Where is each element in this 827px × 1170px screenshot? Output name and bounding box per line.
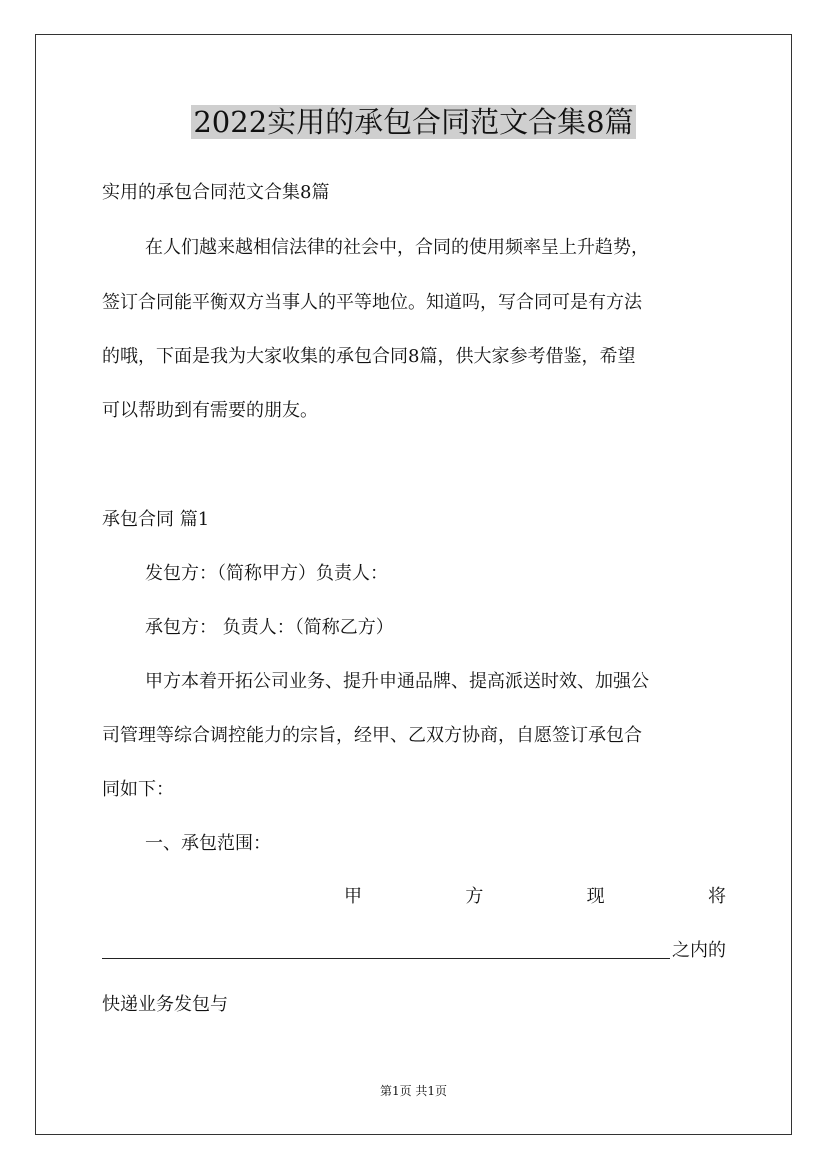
scope-justified-line xyxy=(344,885,726,909)
scope-blank-line xyxy=(102,939,726,963)
scope-word-1: 甲 xyxy=(344,886,362,907)
scope-last-line: 快递业务发包与 xyxy=(102,994,228,1015)
fill-in-blank xyxy=(102,958,670,959)
party-a-line: 发包方：（简称甲方）负责人： xyxy=(145,563,388,584)
intro-line-1: 在人们越来越相信法律的社会中，合同的使用频率呈上升趋势， xyxy=(145,237,649,258)
intro-line-2: 签订合同能平衡双方当事人的平等地位。知道吗，写合同可是有方法 xyxy=(102,292,642,313)
purpose-line-1: 甲方本着开拓公司业务、提升申通品牌、提高派送时效、加强公 xyxy=(145,671,649,692)
party-b-line: 承包方： 负责人：（简称乙方） xyxy=(145,617,394,638)
scope-blank-suffix: 之内的 xyxy=(672,940,726,961)
intro-line-3: 的哦，下面是我为大家收集的承包合同8篇，供大家参考借鉴，希望 xyxy=(102,346,636,367)
scope-word-2: 方 xyxy=(465,886,484,907)
scope-word-3: 现 xyxy=(586,886,605,907)
purpose-line-2: 司管理等综合调控能力的宗旨，经甲、乙双方协商，自愿签订承包合 xyxy=(102,725,642,746)
document-title: 2022实用的承包合同范文合集8篇 xyxy=(193,105,634,139)
intro-line-4: 可以帮助到有需要的朋友。 xyxy=(102,400,318,421)
page-footer: 第1页 共1页 xyxy=(379,1084,448,1098)
section-heading: 承包合同 篇1 xyxy=(102,509,210,530)
scope-word-4: 将 xyxy=(707,886,726,907)
document-subtitle: 实用的承包合同范文合集8篇 xyxy=(102,182,330,203)
scope-heading: 一、承包范围： xyxy=(145,833,271,854)
purpose-line-3: 同如下： xyxy=(102,779,174,800)
